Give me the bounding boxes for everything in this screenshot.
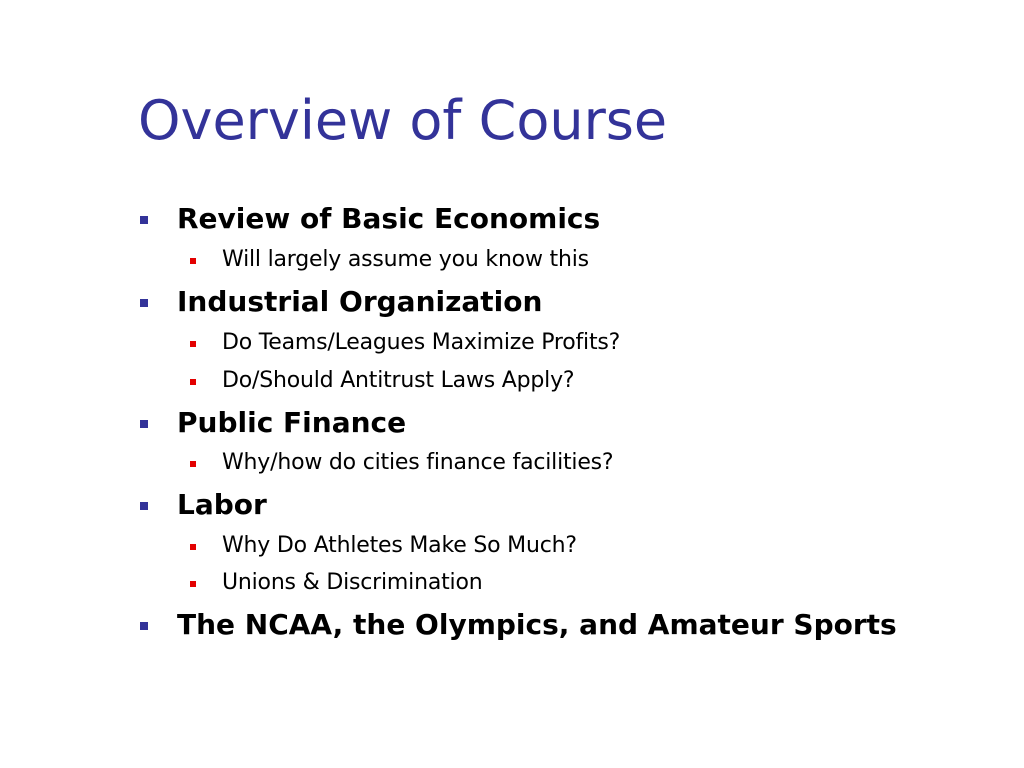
square-bullet-icon (190, 461, 196, 467)
square-bullet-icon (190, 379, 196, 385)
square-bullet-icon (190, 544, 196, 550)
square-bullet-icon (140, 420, 148, 428)
square-bullet-icon (140, 299, 148, 307)
bullet-text: Public Finance (177, 406, 407, 439)
bullet-text: Will largely assume you know this (222, 247, 589, 272)
square-bullet-icon (140, 502, 148, 510)
bullet-text: Why/how do cities finance facilities? (222, 450, 614, 475)
square-bullet-icon (140, 622, 148, 630)
slide-title: Overview of Course (138, 89, 668, 152)
bullet-text: Why Do Athletes Make So Much? (222, 533, 577, 558)
square-bullet-icon (190, 581, 196, 587)
square-bullet-icon (190, 341, 196, 347)
bullet-text: Review of Basic Economics (177, 202, 601, 235)
square-bullet-icon (190, 258, 196, 264)
bullet-text: Unions & Discrimination (222, 570, 483, 595)
bullet-text: The NCAA, the Olympics, and Amateur Sports (177, 608, 897, 641)
bullet-text: Do Teams/Leagues Maximize Profits? (222, 330, 621, 355)
bullet-text: Do/Should Antitrust Laws Apply? (222, 368, 575, 393)
square-bullet-icon (140, 216, 148, 224)
bullet-text: Labor (177, 488, 267, 521)
bullet-text: Industrial Organization (177, 285, 543, 318)
